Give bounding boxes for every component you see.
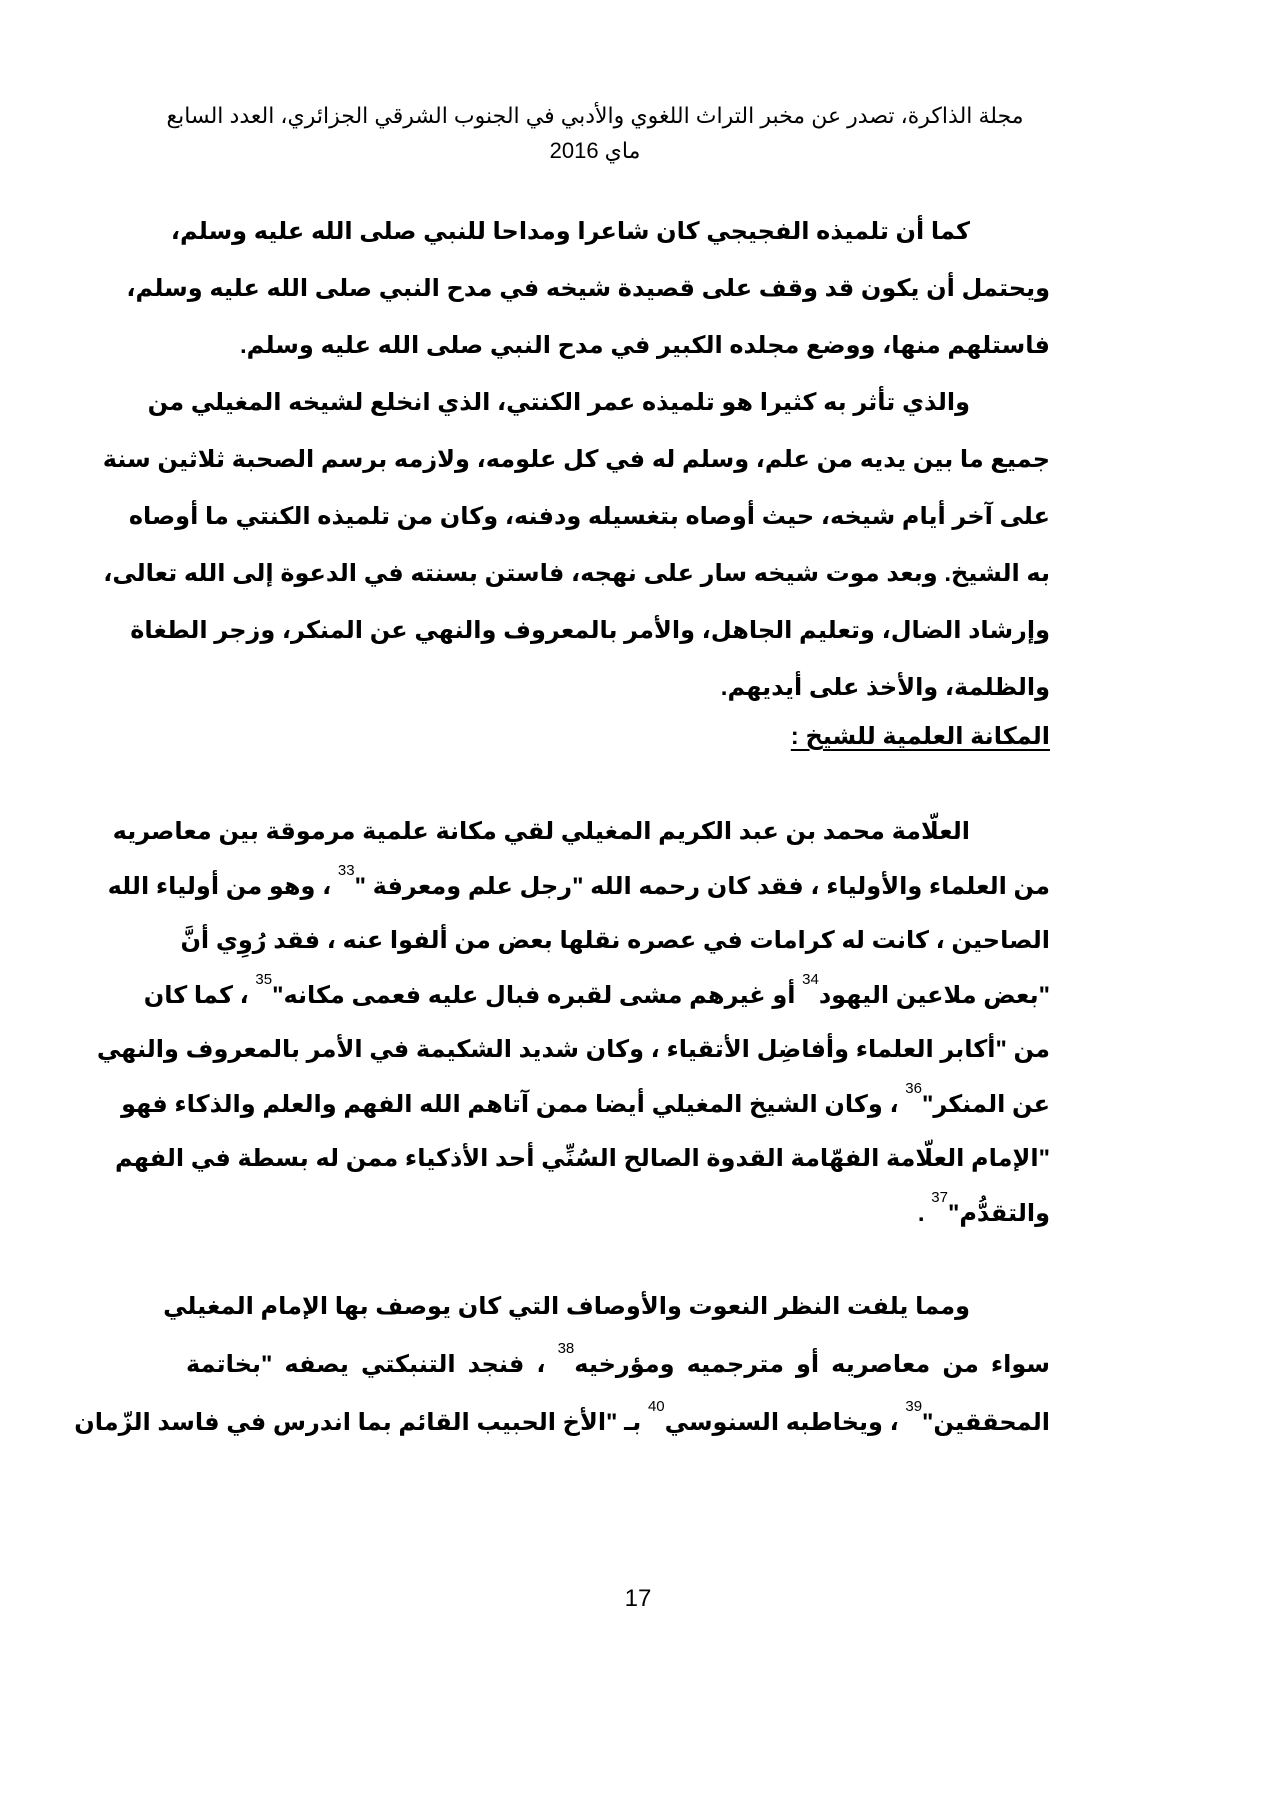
line-text: عن المنكر" (921, 1090, 1050, 1118)
footnote-reference[interactable]: 39 (905, 1398, 923, 1415)
line-text: والذي تأثر به كثيرا هو تلميذه عمر الكنتي، الذي انخلع لشيخه المغيلي من (147, 389, 970, 416)
paragraph-line (180, 924, 1050, 958)
line-text: به الشيخ. وبعد موت شيخه سار على نهجه، فاستن بسنته في الدعوة إلى الله تعالى، (103, 560, 1050, 587)
line-text: كما أن تلميذه الفجيجي كان شاعرا ومداحا للنبي صلى الله عليه وسلم، (170, 218, 970, 245)
page-number: 17 (624, 1585, 652, 1612)
paragraph-line (147, 386, 970, 420)
paragraph-line (112, 815, 970, 849)
line-text: والتقدُّم" (947, 1199, 1050, 1227)
paragraph-line (96, 1033, 1050, 1067)
line-text: ، وكان الشيخ المغيلي أيضا ممن آتاهم الله الفهم والعلم والذكاء فهو (121, 1090, 906, 1118)
line-text: أو غيرهم مشى لقبره فبال عليه فعمى مكانه" (272, 981, 803, 1009)
paragraph-line (121, 1079, 1050, 1122)
paragraph-line (186, 671, 1050, 705)
line-text: "بعض ملاعين اليهود (818, 981, 1050, 1009)
paragraph-line (103, 557, 1050, 591)
paragraph-line (186, 1188, 1050, 1231)
paragraph-line (74, 1398, 1050, 1440)
paragraph-line (186, 329, 1050, 363)
line-text: . (917, 1199, 932, 1227)
paragraph-line (102, 443, 1050, 477)
line-text: جميع ما بين يديه من علم، وسلم له في كل علومه، ولازمه برسم الصحبة ثلاثين سنة (102, 446, 1050, 473)
journal-header-title: مجلة الذاكرة، تصدر عن مخبر التراث اللغوي والأدبي في الجنوب الشرقي الجزائري، العدد السابع (166, 103, 1024, 128)
line-text: ومما يلفت النظر النعوت والأوصاف التي كان يوصف بها الإمام المغيلي (163, 1293, 970, 1320)
line-text: بـ "الأخ الحبيب القائم بما اندرس في فاسد الزّمان (74, 1409, 648, 1436)
footnote-reference[interactable]: 34 (802, 970, 819, 988)
line-text: الصاحين ، كانت له كرامات في عصره نقلها بعض من ألفوا عنه ، فقد رُوِي أنَّ (180, 927, 1050, 954)
journal-header-date: ماي 2016 (549, 138, 641, 163)
footnote-reference[interactable]: 38 (557, 1340, 575, 1357)
line-text: ، وهو من أولياء الله (107, 872, 338, 900)
line-text: ويحتمل أن يكون قد وقف على قصيدة شيخه في مدح النبي صلى الله عليه وسلم، (126, 275, 1050, 302)
line-text: المحققين" (922, 1409, 1050, 1436)
footnote-reference[interactable]: 35 (255, 970, 273, 988)
line-text: ، ويخاطبه السنوسي (664, 1409, 906, 1436)
paragraph-line (114, 1142, 1050, 1176)
line-text: ، كما كان (143, 981, 256, 1009)
line-text: من "أكابر العلماء وأفاضِل الأتقياء ، وكان شديد الشكيمة في الأمر بالمعروف والنهي (96, 1036, 1050, 1063)
paragraph-line (130, 614, 1050, 648)
paragraph-line (163, 1290, 970, 1324)
paragraph-line (126, 272, 1050, 306)
line-text: "الإمام العلّامة الفهّامة القدوة الصالح السُنِّي أحد الأذكياء ممن له بسطة في الفهم (114, 1145, 1050, 1172)
footnote-reference[interactable]: 36 (905, 1079, 922, 1097)
paragraph-line (170, 215, 970, 249)
footnote-reference[interactable]: 40 (647, 1398, 665, 1415)
paragraph-line (143, 970, 1050, 1013)
line-text: على آخر أيام شيخه، حيث أوصاه بتغسيله ودفنه، وكان من تلميذه الكنتي ما أوصاه (128, 503, 1050, 530)
footnote-reference[interactable]: 33 (337, 861, 355, 879)
section-heading-text: المكانة العلمية للشيخ : (790, 723, 1050, 750)
paragraph-line (186, 1340, 1050, 1382)
line-text: سواء من معاصريه أو مترجميه ومؤرخيه (574, 1351, 1050, 1378)
section-heading (186, 720, 1050, 754)
line-text: ، فنجد التنبكتي يصفه "بخاتمة (186, 1351, 558, 1378)
paragraph-line (128, 500, 1050, 534)
paragraph-line (107, 861, 1050, 904)
line-text: وإرشاد الضال، وتعليم الجاهل، والأمر بالمعروف والنهي عن المنكر، وزجر الطغاة (130, 617, 1050, 644)
line-text: والظلمة، والأخذ على أيديهم. (720, 674, 1050, 701)
line-text: فاستلهم منها، ووضع مجلده الكبير في مدح النبي صلى الله عليه وسلم. (239, 332, 1050, 359)
line-text: العلّامة محمد بن عبد الكريم المغيلي لقي مكانة علمية مرموقة بين معاصريه (112, 818, 970, 845)
line-text: من العلماء والأولياء ، فقد كان رحمه الله "رجل علم ومعرفة " (354, 872, 1050, 900)
footnote-reference[interactable]: 37 (931, 1188, 948, 1206)
